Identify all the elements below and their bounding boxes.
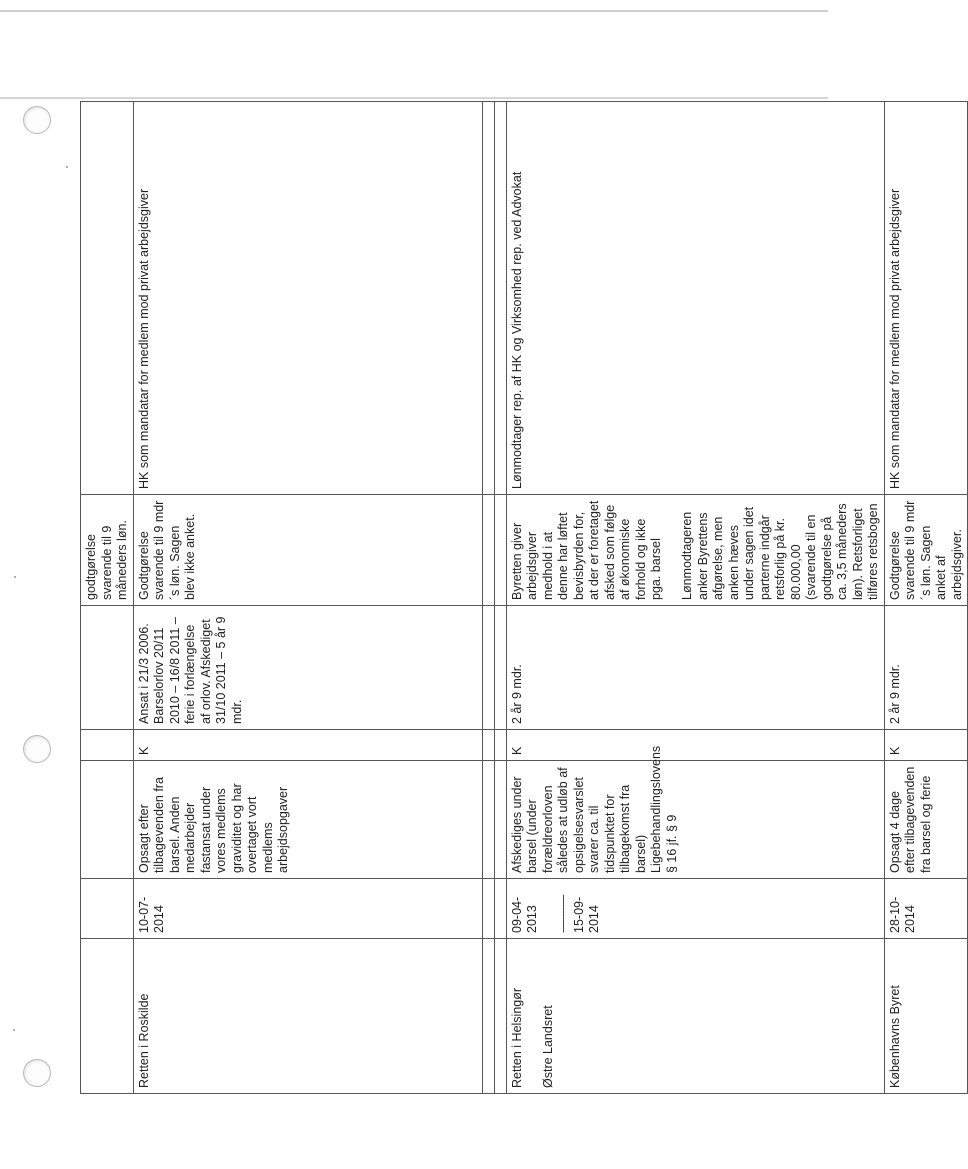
scan-speck (14, 576, 16, 578)
case-table (80, 101, 968, 1094)
type-cell (133, 730, 482, 761)
punch-hole-middle (23, 735, 51, 763)
type-cell (884, 730, 968, 761)
scan-speck (13, 1029, 15, 1031)
date-cell (506, 879, 884, 939)
case-date: 10-07-2014 (136, 896, 166, 933)
note-cell (133, 102, 482, 495)
case-date: 09-04-2013 (509, 896, 539, 933)
punch-hole-top (23, 106, 51, 134)
description-cell (81, 761, 134, 879)
date-cell (81, 879, 134, 939)
court-cell (884, 939, 968, 1094)
employment-cell (133, 606, 482, 730)
case-type: K (136, 746, 151, 755)
court-name: Retten i Roskilde (136, 993, 151, 1088)
note-text: Lønmodtager rep. af HK og Virksomhed rep. ved Advokat (509, 171, 524, 489)
table-row-spacer (494, 102, 506, 1094)
employment-cell (506, 606, 884, 730)
description-cell (884, 761, 968, 879)
type-cell (506, 730, 884, 761)
date-cell (133, 879, 482, 939)
appeal-court-name: Østre Landsret (540, 1005, 555, 1088)
note-text: HK som mandatar for medlem mod privat arbejdsgiver (136, 188, 151, 489)
table-row-helsingor (506, 102, 884, 1094)
table-row-kobenhavn (884, 102, 968, 1094)
result-cell (884, 495, 968, 606)
result-cell (81, 495, 134, 606)
employment-cell (884, 606, 968, 730)
scan-speck (66, 166, 68, 168)
case-description: Opsagt efter tilbagevenden fra barsel. Anden medarbejder fastansat under vores medlems graviditet og har overtaget vort medlems arbejdsopgaver (136, 777, 290, 873)
result-cell (133, 495, 482, 606)
court-name: Københavns Byret (887, 985, 902, 1088)
rotated-page (80, 102, 964, 1094)
note-text: HK som mandatar for medlem mod privat arbejdsgiver (887, 188, 902, 489)
description-cell (506, 745, 884, 879)
court-cell (133, 939, 482, 1094)
employment-text: 2 år 9 mdr. (887, 664, 902, 724)
date-cell (884, 879, 968, 939)
table-row-roskilde (133, 102, 482, 1094)
result-cell (506, 495, 884, 606)
case-type: K (887, 746, 902, 755)
case-description: Opsagt 4 dage efter tilbagevenden fra barsel og ferie (887, 766, 933, 873)
punch-hole-bottom (23, 1059, 51, 1087)
note-cell (506, 102, 884, 495)
case-description: Afskediges under barsel (under forældreorloven således at udløb af opsigelsesvarslet svarer ca. til tidspunktet for tilbagekomst fra barsel) Ligebehandlingslovens § 16 jf. § 9 (509, 745, 679, 873)
employment-text: Ansat i 21/3 2006. Barselorlov 20/11 2010 – 16/8 2011 – ferie i forlængelse af orlov. Afskediget 31/10 2011 – 5 år 9 mdr. (136, 616, 244, 724)
note-cell (81, 102, 134, 495)
court-cell (81, 939, 134, 1094)
table-row-spacer (482, 102, 494, 1094)
type-cell (81, 730, 134, 761)
note-cell (884, 102, 968, 495)
result-text: Byretten giver arbejdsgiver medhold i at denne har løftet bevisbyrden for, at der er foretaget afsked som følge af økonomiske forhold og ikke pga. barsel (509, 500, 663, 600)
case-date: 28-10-2014 (887, 896, 917, 933)
page-edge (0, 97, 828, 99)
appeal-date: 15-09-2014 (571, 896, 601, 933)
employment-cell (81, 606, 134, 730)
result-text: Godtgørelse svarende til 9 mdr´s løn. Sagen blev ikke anket. (136, 500, 197, 600)
scan-edge-top (0, 10, 828, 12)
table-row-continued (81, 102, 134, 1094)
date-separator: ------------ (556, 895, 570, 933)
employment-text: 2 år 9 mdr. (509, 664, 524, 724)
case-type: K (509, 746, 524, 755)
court-name: Retten i Helsingør (509, 987, 524, 1088)
court-cell (506, 939, 884, 1094)
appeal-result-text: Lønmodtageren anker Byrettens afgørelse, men anken hæves under sagen idet parterne indgår retsforlig på kr. 80.000,00 (svarende til en godtgørelse på ca. 3,5 måneders løn). Retsforliget tilføres retsbogen (680, 503, 880, 600)
description-cell (133, 761, 482, 879)
result-text: Godtgørelse svarende til 9 mdr´s løn. Sagen anket af arbejdsgiver. (887, 500, 964, 600)
result-text: godtgørelse svarende til 9 måneders løn. (84, 520, 129, 600)
